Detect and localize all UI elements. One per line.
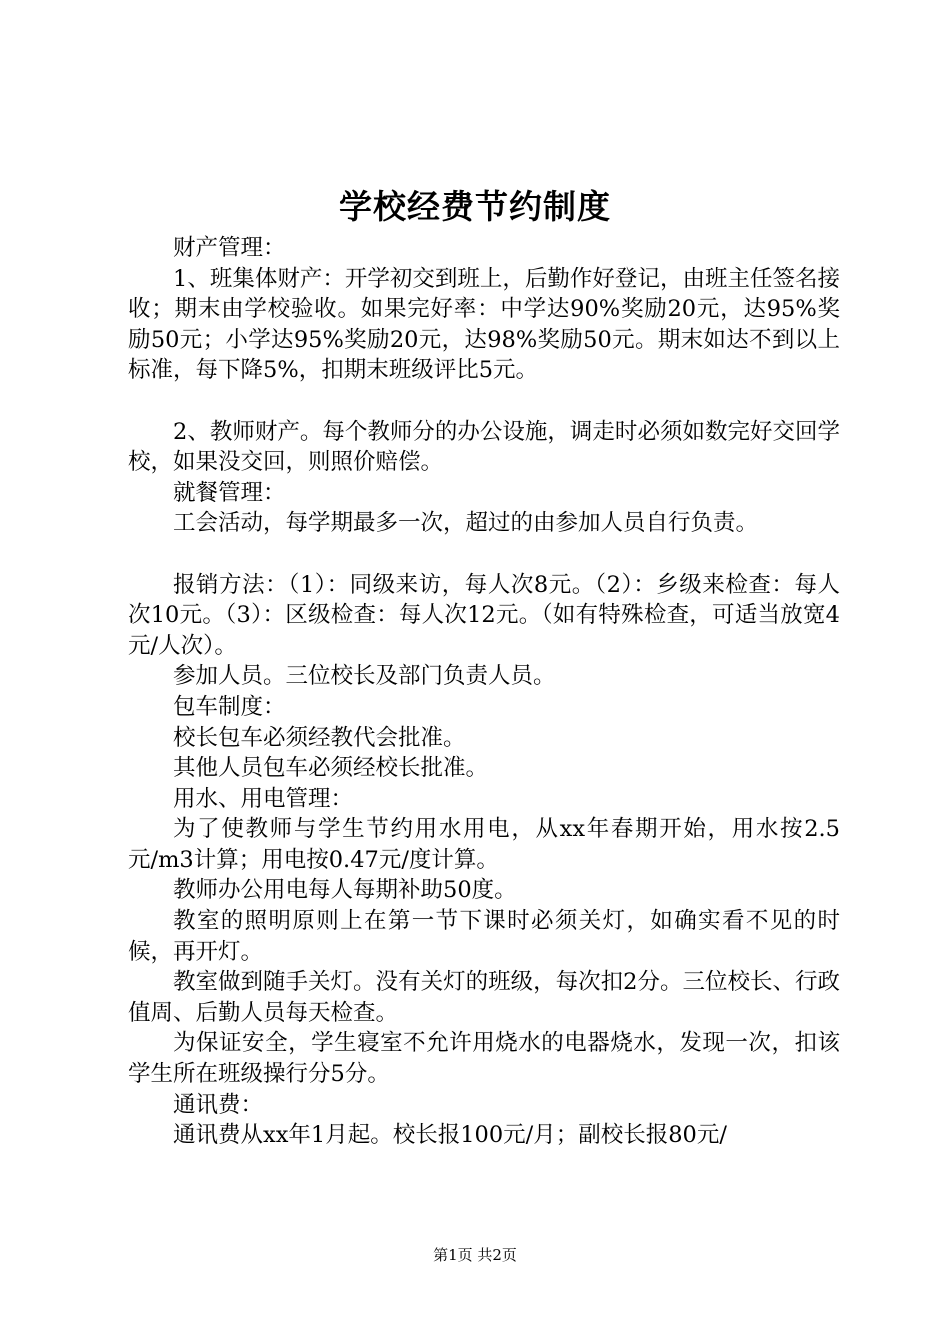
paragraph-dining-heading: 就餐管理： (173, 479, 286, 506)
paragraph-participants: 参加人员。三位校长及部门负责人员。 (173, 663, 556, 690)
paragraph-class-property: 1、班集体财产：开学初交到班上，后勤作好登记，由班主任签名接收；期末由学校验收。如果完好率：中学达90%奖励20元，达95%奖励50元；小学达95%奖励20元，达98%奖励50元。期末如达不到以上标准，每下降5%，扣期末班级评比5元。 (128, 265, 840, 384)
paragraph-charter-principal: 校长包车必须经教代会批准。 (173, 724, 466, 751)
paragraph-teacher-property: 2、教师财产。每个教师分的办公设施，调走时必须如数完好交回学校，如果没交回，则照价赔偿。 (128, 418, 840, 476)
document-body (128, 233, 840, 1151)
paragraph-union-activity: 工会活动，每学期最多一次，超过的由参加人员自行负责。 (173, 510, 759, 537)
paragraph-property-heading: 财产管理： (173, 235, 286, 261)
paragraph-classroom-lighting: 教室的照明原则上在第一节下课时必须关灯，如确实看不见的时候，再开灯。 (128, 908, 840, 965)
paragraph-charter-heading: 包车制度： (173, 693, 286, 720)
paragraph-utilities-heading: 用水、用电管理： (173, 785, 354, 812)
paragraph-reimbursement: 报销方法：（1）：同级来访，每人次8元。（2）：乡级来检查：每人次10元。（3）：区级检查：每人次12元。（如有特殊检查，可适当放宽4元/人次）。 (128, 571, 840, 659)
paragraph-office-electricity: 教师办公用电每人每期补助50度。 (173, 877, 517, 904)
paragraph-charter-others: 其他人员包车必须经校长批准。 (173, 755, 489, 782)
paragraph-communication-heading: 通讯费： (173, 1091, 264, 1118)
document-title: 学校经费节约制度 (339, 187, 611, 226)
paragraph-utilities-rates: 为了使教师与学生节约用水用电，从xx年春期开始，用水按2.5元/m3计算；用电按0.47元/度计算。 (128, 816, 840, 873)
paragraph-communication-fee: 通讯费从xx年1月起。校长报100元/月；副校长报80元/ (173, 1122, 727, 1149)
paragraph-lights-off: 教室做到随手关灯。没有关灯的班级，每次扣2分。三位校长、行政值周、后勤人员每天检查。 (128, 969, 840, 1026)
page-number-footer: 第1页 共2页 (433, 1246, 517, 1264)
paragraph-dorm-safety: 为保证安全，学生寝室不允许用烧水的电器烧水，发现一次，扣该学生所在班级操行分5分。 (128, 1030, 840, 1088)
